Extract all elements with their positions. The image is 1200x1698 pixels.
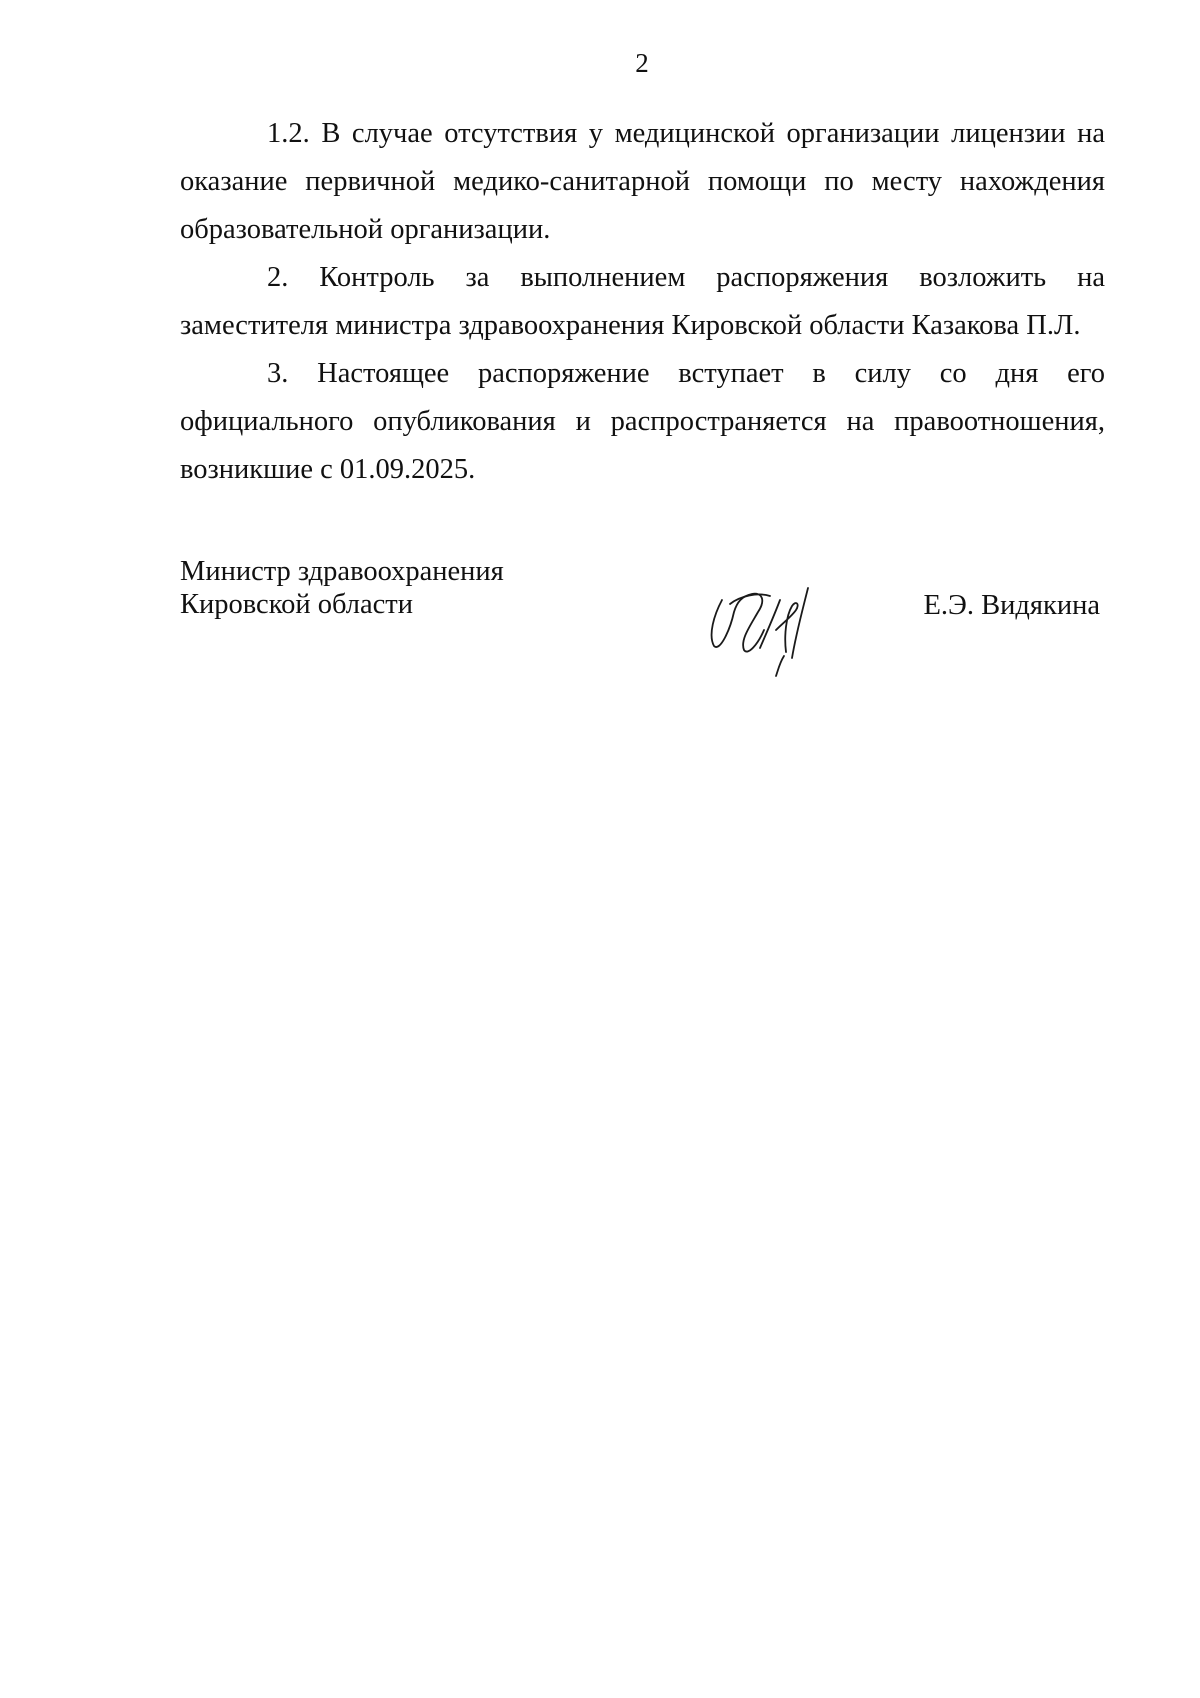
paragraph-3: 3. Настоящее распоряжение вступает в силу со дня его официального опубликования и распространяется на правоотношения, возникшие с 01.09.2025. [180, 358, 1105, 485]
page-number: 2 [635, 48, 649, 78]
paragraph-2: 2. Контроль за выполнением распоряжения возложить на заместителя министра здравоохранения Кировской области Казакова П.Л. [180, 262, 1105, 341]
signature-block [180, 555, 1105, 705]
paragraph-1-2: 1.2. В случае отсутствия у медицинской организации лицензии на оказание первичной медико-санитарной помощи по месту нахождения образовательной организации. [180, 118, 1105, 245]
signatory-name: Е.Э. Видякина [923, 590, 1100, 621]
position-line-2: Кировской области [180, 589, 413, 620]
signatory-position [180, 555, 504, 621]
handwritten-signature [700, 560, 830, 680]
document-body [180, 110, 1105, 494]
position-line-1: Министр здравоохранения [180, 556, 504, 587]
